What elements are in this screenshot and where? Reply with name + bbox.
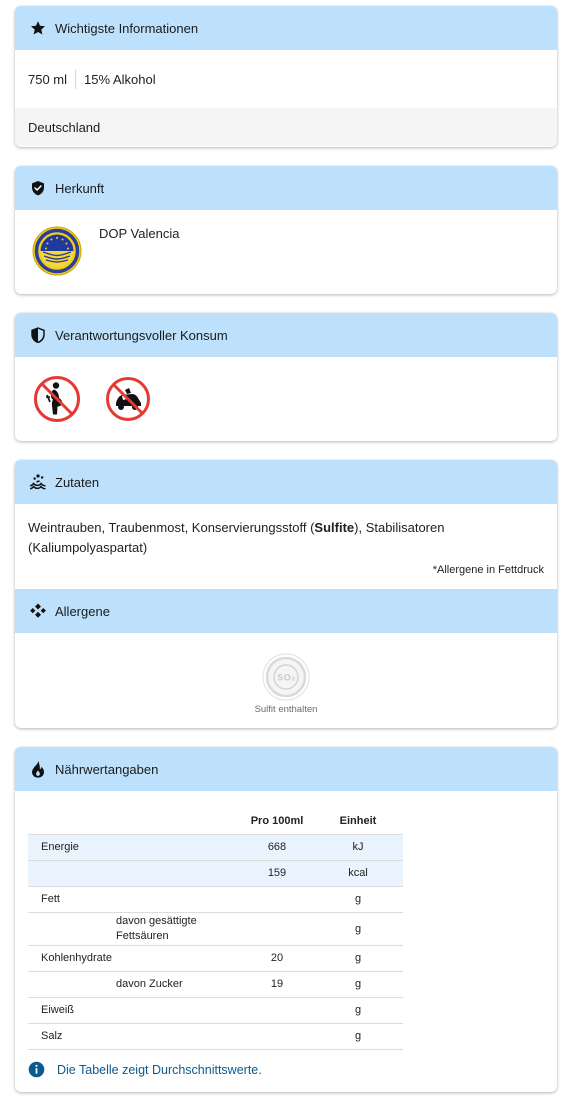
table-row (28, 860, 403, 886)
row-unit: kJ (313, 834, 403, 860)
row-value: 19 (241, 971, 313, 997)
table-row (28, 834, 403, 860)
no-drink-driving-icon (105, 376, 151, 427)
nutrition-title: Nährwertangaben (55, 761, 159, 777)
row-sub (116, 860, 241, 886)
row-value: 668 (241, 834, 313, 860)
allergens-body (15, 633, 557, 728)
allergens-title: Allergene (55, 603, 110, 619)
row-unit: g (313, 997, 403, 1023)
row-sub (116, 945, 241, 971)
ingredients-text-part: Weintrauben, Traubenmost, Konservierungsstoff ( (28, 520, 315, 535)
main-info-title: Wichtigste Informationen (55, 20, 199, 36)
row-label (28, 971, 116, 997)
dop-seal-icon (32, 226, 82, 281)
row-unit: g (313, 886, 403, 912)
half-shield-icon (29, 326, 47, 344)
row-label: Fett (28, 886, 116, 912)
nutrition-header (15, 747, 557, 791)
nutrition-card (15, 747, 557, 1092)
row-unit: g (313, 945, 403, 971)
row-sub: davon gesättigte Fettsäuren (116, 912, 241, 945)
info-icon (28, 1061, 45, 1078)
row-label: Kohlenhydrate (28, 945, 116, 971)
allergens-icon (29, 602, 47, 620)
volume-value: 750 ml (28, 71, 68, 87)
nutrition-table (28, 808, 403, 1050)
row-value: 20 (241, 945, 313, 971)
origin-label: DOP Valencia (99, 226, 180, 241)
consumption-title: Verantwortungsvoller Konsum (55, 327, 228, 343)
table-row (28, 1023, 403, 1049)
row-value (241, 997, 313, 1023)
row-unit: kcal (313, 860, 403, 886)
table-row (28, 912, 403, 945)
so2-icon (262, 653, 310, 706)
row-sub (116, 997, 241, 1023)
main-info-card (15, 6, 557, 147)
shield-check-icon (29, 179, 47, 197)
row-sub (116, 1023, 241, 1049)
main-info-header (15, 6, 557, 50)
country-value: Deutschland (28, 119, 101, 135)
ingredients-text (15, 504, 557, 558)
allergen-note: *Allergene in Fettdruck (432, 564, 544, 576)
table-header-row (28, 808, 403, 834)
flame-icon (29, 760, 47, 778)
row-value (241, 1023, 313, 1049)
table-row (28, 886, 403, 912)
ingredients-header (15, 460, 557, 504)
allergens-header (15, 589, 557, 633)
row-sub (116, 886, 241, 912)
table-header-sub (116, 808, 241, 834)
origin-title: Herkunft (55, 180, 105, 196)
row-value: 159 (241, 860, 313, 886)
consumption-card (15, 313, 557, 441)
table-row (28, 971, 403, 997)
row-sub: davon Zucker (116, 971, 241, 997)
nutrition-note (28, 1061, 262, 1078)
row-unit: g (313, 1023, 403, 1049)
origin-card (15, 166, 557, 294)
info-row (15, 50, 557, 108)
consumption-body (15, 357, 557, 439)
row-sub (116, 834, 241, 860)
ingredients-card (15, 460, 557, 728)
country-row (15, 108, 557, 146)
svg-text:SO₂: SO₂ (276, 673, 296, 684)
table-header-unit: Einheit (313, 808, 403, 834)
table-row (28, 945, 403, 971)
allergen-bold: Sulfite (314, 520, 355, 535)
row-unit: g (313, 971, 403, 997)
no-alcohol-pregnancy-icon (33, 375, 81, 428)
table-header-label (28, 808, 116, 834)
row-label (28, 860, 116, 886)
ingredients-title: Zutaten (55, 474, 100, 490)
consumption-header (15, 313, 557, 357)
allergen-item-label: Sulfit enthalten (254, 704, 318, 715)
table-row (28, 997, 403, 1023)
origin-body (15, 210, 557, 292)
divider (75, 70, 76, 89)
star-icon (29, 19, 47, 37)
row-unit: g (313, 912, 403, 945)
row-label: Eiweiß (28, 997, 116, 1023)
row-label: Energie (28, 834, 116, 860)
ingredients-icon (29, 473, 47, 491)
ingredients-text-part: ), Stabilisatoren (Kaliumpolyaspartat) (28, 520, 445, 555)
row-label (28, 912, 116, 945)
table-header-per-100ml: Pro 100ml (241, 808, 313, 834)
origin-header (15, 166, 557, 210)
row-label: Salz (28, 1023, 116, 1049)
row-value (241, 886, 313, 912)
alcohol-value: 15% Alkohol (84, 71, 156, 87)
row-value (241, 912, 313, 945)
nutrition-note-text: Die Tabelle zeigt Durchschnittswerte. (57, 1062, 262, 1077)
